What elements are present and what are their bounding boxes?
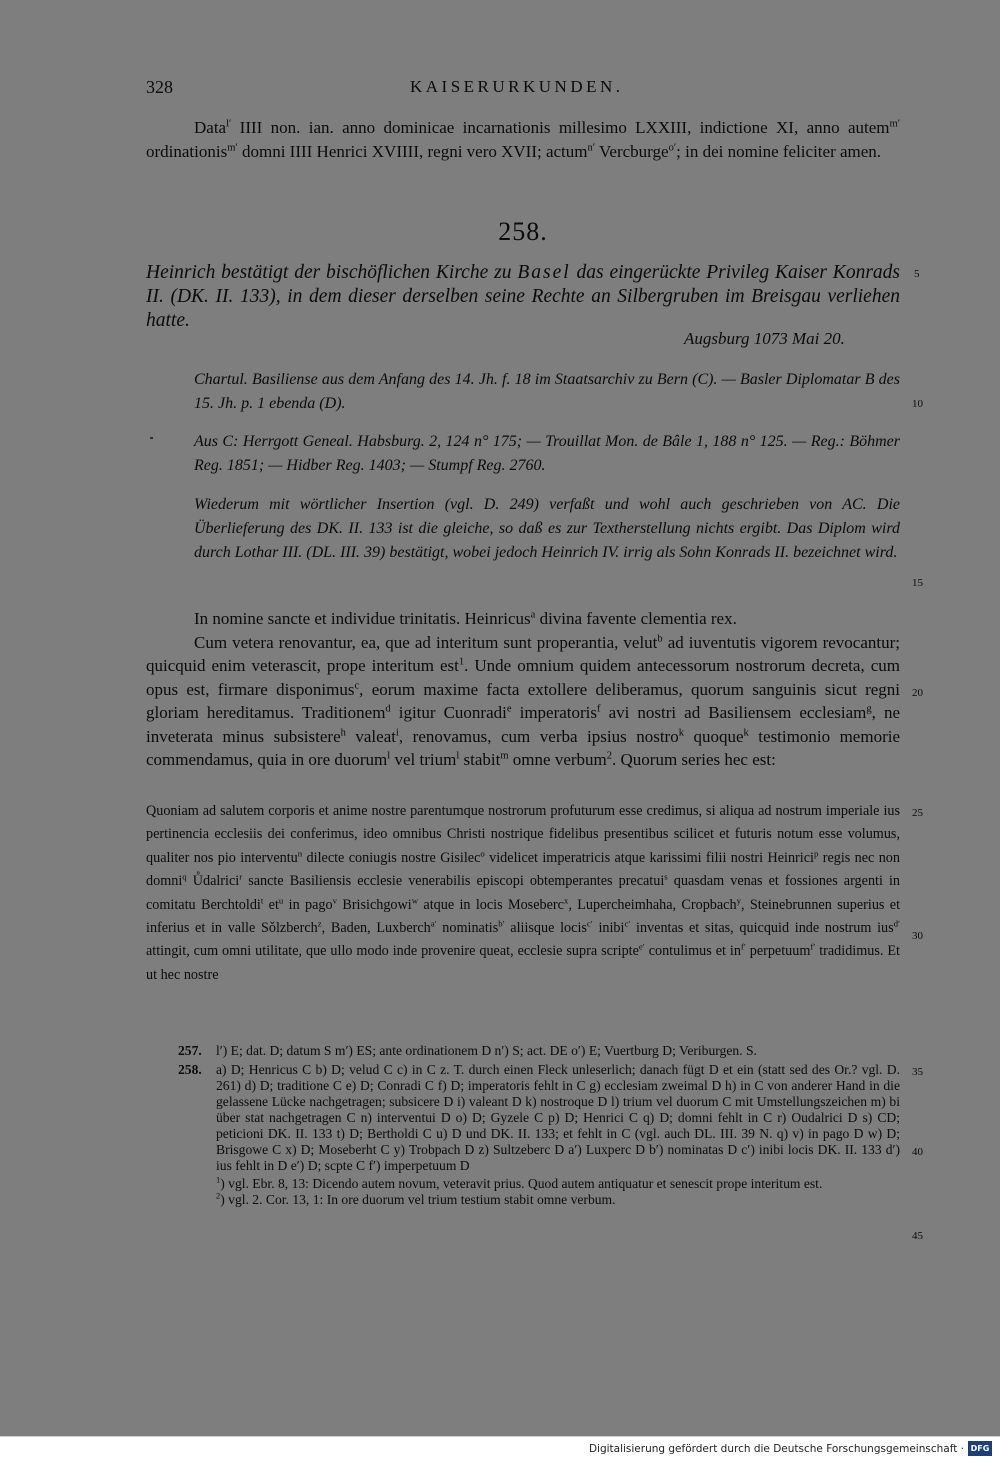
source-commentary: Wiederum mit wörtlicher Insertion (vgl. D. 249) verfaßt und wohl auch geschrieben von AC. Die Überlieferung des DK. II. 133 ist die gleiche, so daß es zur Textherstellung nichts ergibt. Das Diplom wird durch Lothar III. (DL. III. 39) bestätigt, wobei jedoch Heinrich IV. irrig als Sohn Konrads II. bezeichnet wird. [194, 496, 900, 561]
previous-document-eschatocol: Data$^{l'}$ IIII non. ian. anno dominicae incarnationis millesimo LXXIII, indictione XI, anno autem$^{m'}$ ordinationis$^{m'}$ domni IIII Henrici XVIIII, regni vero XVII; actum$^{n'}$ Vercburge$^{o'}$; in dei nomine feliciter amen. [146, 118, 901, 161]
line-number: 10 [912, 398, 923, 410]
source-editions: Aus C: Herrgott Geneal. Habsburg. 2, 124 n° 175; — Trouillat Mon. de Bâle 1, 188 n° 125. — Reg.: Böhmer Reg. 1851; — Hidber Reg. 1403; — Stumpf Reg. 2760. [194, 433, 900, 474]
line-number: 15 [912, 577, 923, 589]
line-number: 40 [912, 1146, 923, 1158]
source-manuscripts: Chartul. Basiliense aus dem Anfang des 14. Jh. f. 18 im Staatsarchiv zu Bern (C). — Basler Diplomatar B des 15. Jh. p. 1 ebenda (D). [194, 371, 900, 412]
footnote-1: $^1$) vgl. Ebr. 8, 13: Dicendo autem novum, veteravit prius. Quod autem antiquatur et senescit prope interitum est. [216, 1174, 823, 1191]
diploma-text: In nomine sancte et individue trinitatis. Heinricus$^a$ divina favente clementia rex. Cum vetera renovantur, ea, que ad interitum sunt properantia, velut$^b$ ad iuventutis vigorem revocantur; quicquid enim veterascit, prope interitum est$^1$. Unde omnium quidem antecessorum nostrorum decreta, cum opus est, firmare disponimus$^c$, eorum maxime facta extollere deliberamus, quorum sanguinis sicut regni gloriam hereditamus. Traditionem$^d$ igitur Cuonradi$^e$ imperatoris$^f$ avi nostri ad Basiliensem ecclesiam$^g$, ne inveterata minus subsistere$^h$ valeat$^i$, renovamus, cum verba ipsius nostro$^k$ quoque$^k$ testimonio memorie commendamus, quia in ore duorum$^l$ vel trium$^l$ stabit$^m$ omne verbum$^2$. Quorum series hec est: [146, 609, 901, 769]
inserted-privilege: Quoniam ad salutem corporis et anime nostre parentumque nostrorum profuturum esse credimus, si aliqua ad nostrum imperiale ius pertinencia ecclesiis dei conferimus, ideo omnibus Christi nostrique fidelibus presentibus scilicet et futuris notum esse volumus, qualiter nos pio interventu$^n$ dilecte coniugis nostre Gisilec$^o$ videlicet imperatricis atque karissimi filii nostri Heinrici$^p$ regis nec non domni$^q$ Ůdalrici$^r$ sancte Basiliensis ecclesie venerabilis episcopi obtemperantes precatui$^s$ quasdam venas et fossiones argenti in comitatu Berchtoldi$^t$ $et^u$ in pago$^v$ Brisichgowi$^w$ atque in locis Moseberc$^x$, Lupercheimhaha, Cropbach$^y$, Steinebrunnen superius et inferius et in valle Sǒlzberch$^z$, Baden, Luxberch$^{a'}$ nominatis$^{b'}$ aliisque locis$^{c'}$ inibi$^{c'}$ inventas et sitas, quicquid inde nostrum ius$^{d'}$ attingit, cum omni utilitate, que ullo modo inde provenire queat, ecclesie supra scripte$^{e'}$ contulimus et $in^{f'}$ perpetuum$^{f'}$ tradidimus. Et ut hec nostre [146, 803, 901, 983]
line-number: 20 [912, 687, 923, 699]
digitization-footer [0, 1436, 1000, 1462]
line-number: 5 [914, 268, 920, 280]
funding-credit: Digitalisierung gefördert durch die Deutsche Forschungsgemeinschaft · [588, 1443, 964, 1455]
margin-mark [150, 437, 153, 439]
apparatus-257: 257. l′) E; dat. D; datum S m′) ES; ante ordinationem D n′) S; act. DE o′) E; Vuertburg D; Veriburgen. S. [178, 1043, 757, 1058]
page-number: 328 [146, 77, 173, 97]
dateline: Augsburg 1073 Mai 20. [684, 329, 845, 348]
running-title: KAISERURKUNDEN. [410, 77, 624, 96]
line-number: 25 [912, 807, 923, 819]
line-number: 45 [912, 1230, 923, 1242]
document-number: 258. [498, 217, 548, 246]
dfg-logo: DFG [968, 1441, 992, 1456]
apparatus-258: 258. a) D; Henricus C b) D; velud C c) in C z. T. durch einen Fleck unleserlich; danach fügt D et ein (statt sed des Or.? vgl. D. 261) d) D; traditione C e) D; Conradi C f) D; imperatoris fehlt in C g) ecclesiam zweimal D h) in C von anderer Hand in die gelassene Lücke nachgetragen; subsicere D i) valeant D k) nostroque D l) trium vel duorum C mit Umstellungszeichen m) bi über stat nachgetragen C n) interventui D o) D; Gyzele C p) D; Henrici C q) D; domni fehlt in C r) Oudalrici D s) CD; peticioni DK. II. 133 t) D; Bertholdi C u) D und DK. II. 133; et fehlt in C (vgl. auch DL. III. 39 N. q) v) in pago D w) D; Brisgowe C x) D; Moseberht C y) Trobpach D z) Sultzeberc D a′) Luxperc D b′) nominatas D c′) inibi locis DK. II. 133 d′) ius fehlt in D e′) D; scpte C f′) imperpetuum D [178, 1062, 900, 1173]
critical-apparatus [178, 1043, 900, 1208]
regest-heading: Heinrich bestätigt der bischöflichen Kirche zu Basel das eingerückte Privileg Kaiser Konrads II. (DK. II. 133), in dem dieser derselben seine Rechte an Silbergruben im Breisgau verliehen hatte. [146, 262, 900, 331]
line-number: 30 [912, 930, 923, 942]
footnote-2: $^2$) vgl. 2. Cor. 13, 1: In ore duorum vel trium testium stabit omne verbum. [216, 1190, 616, 1207]
line-number: 35 [912, 1066, 923, 1078]
